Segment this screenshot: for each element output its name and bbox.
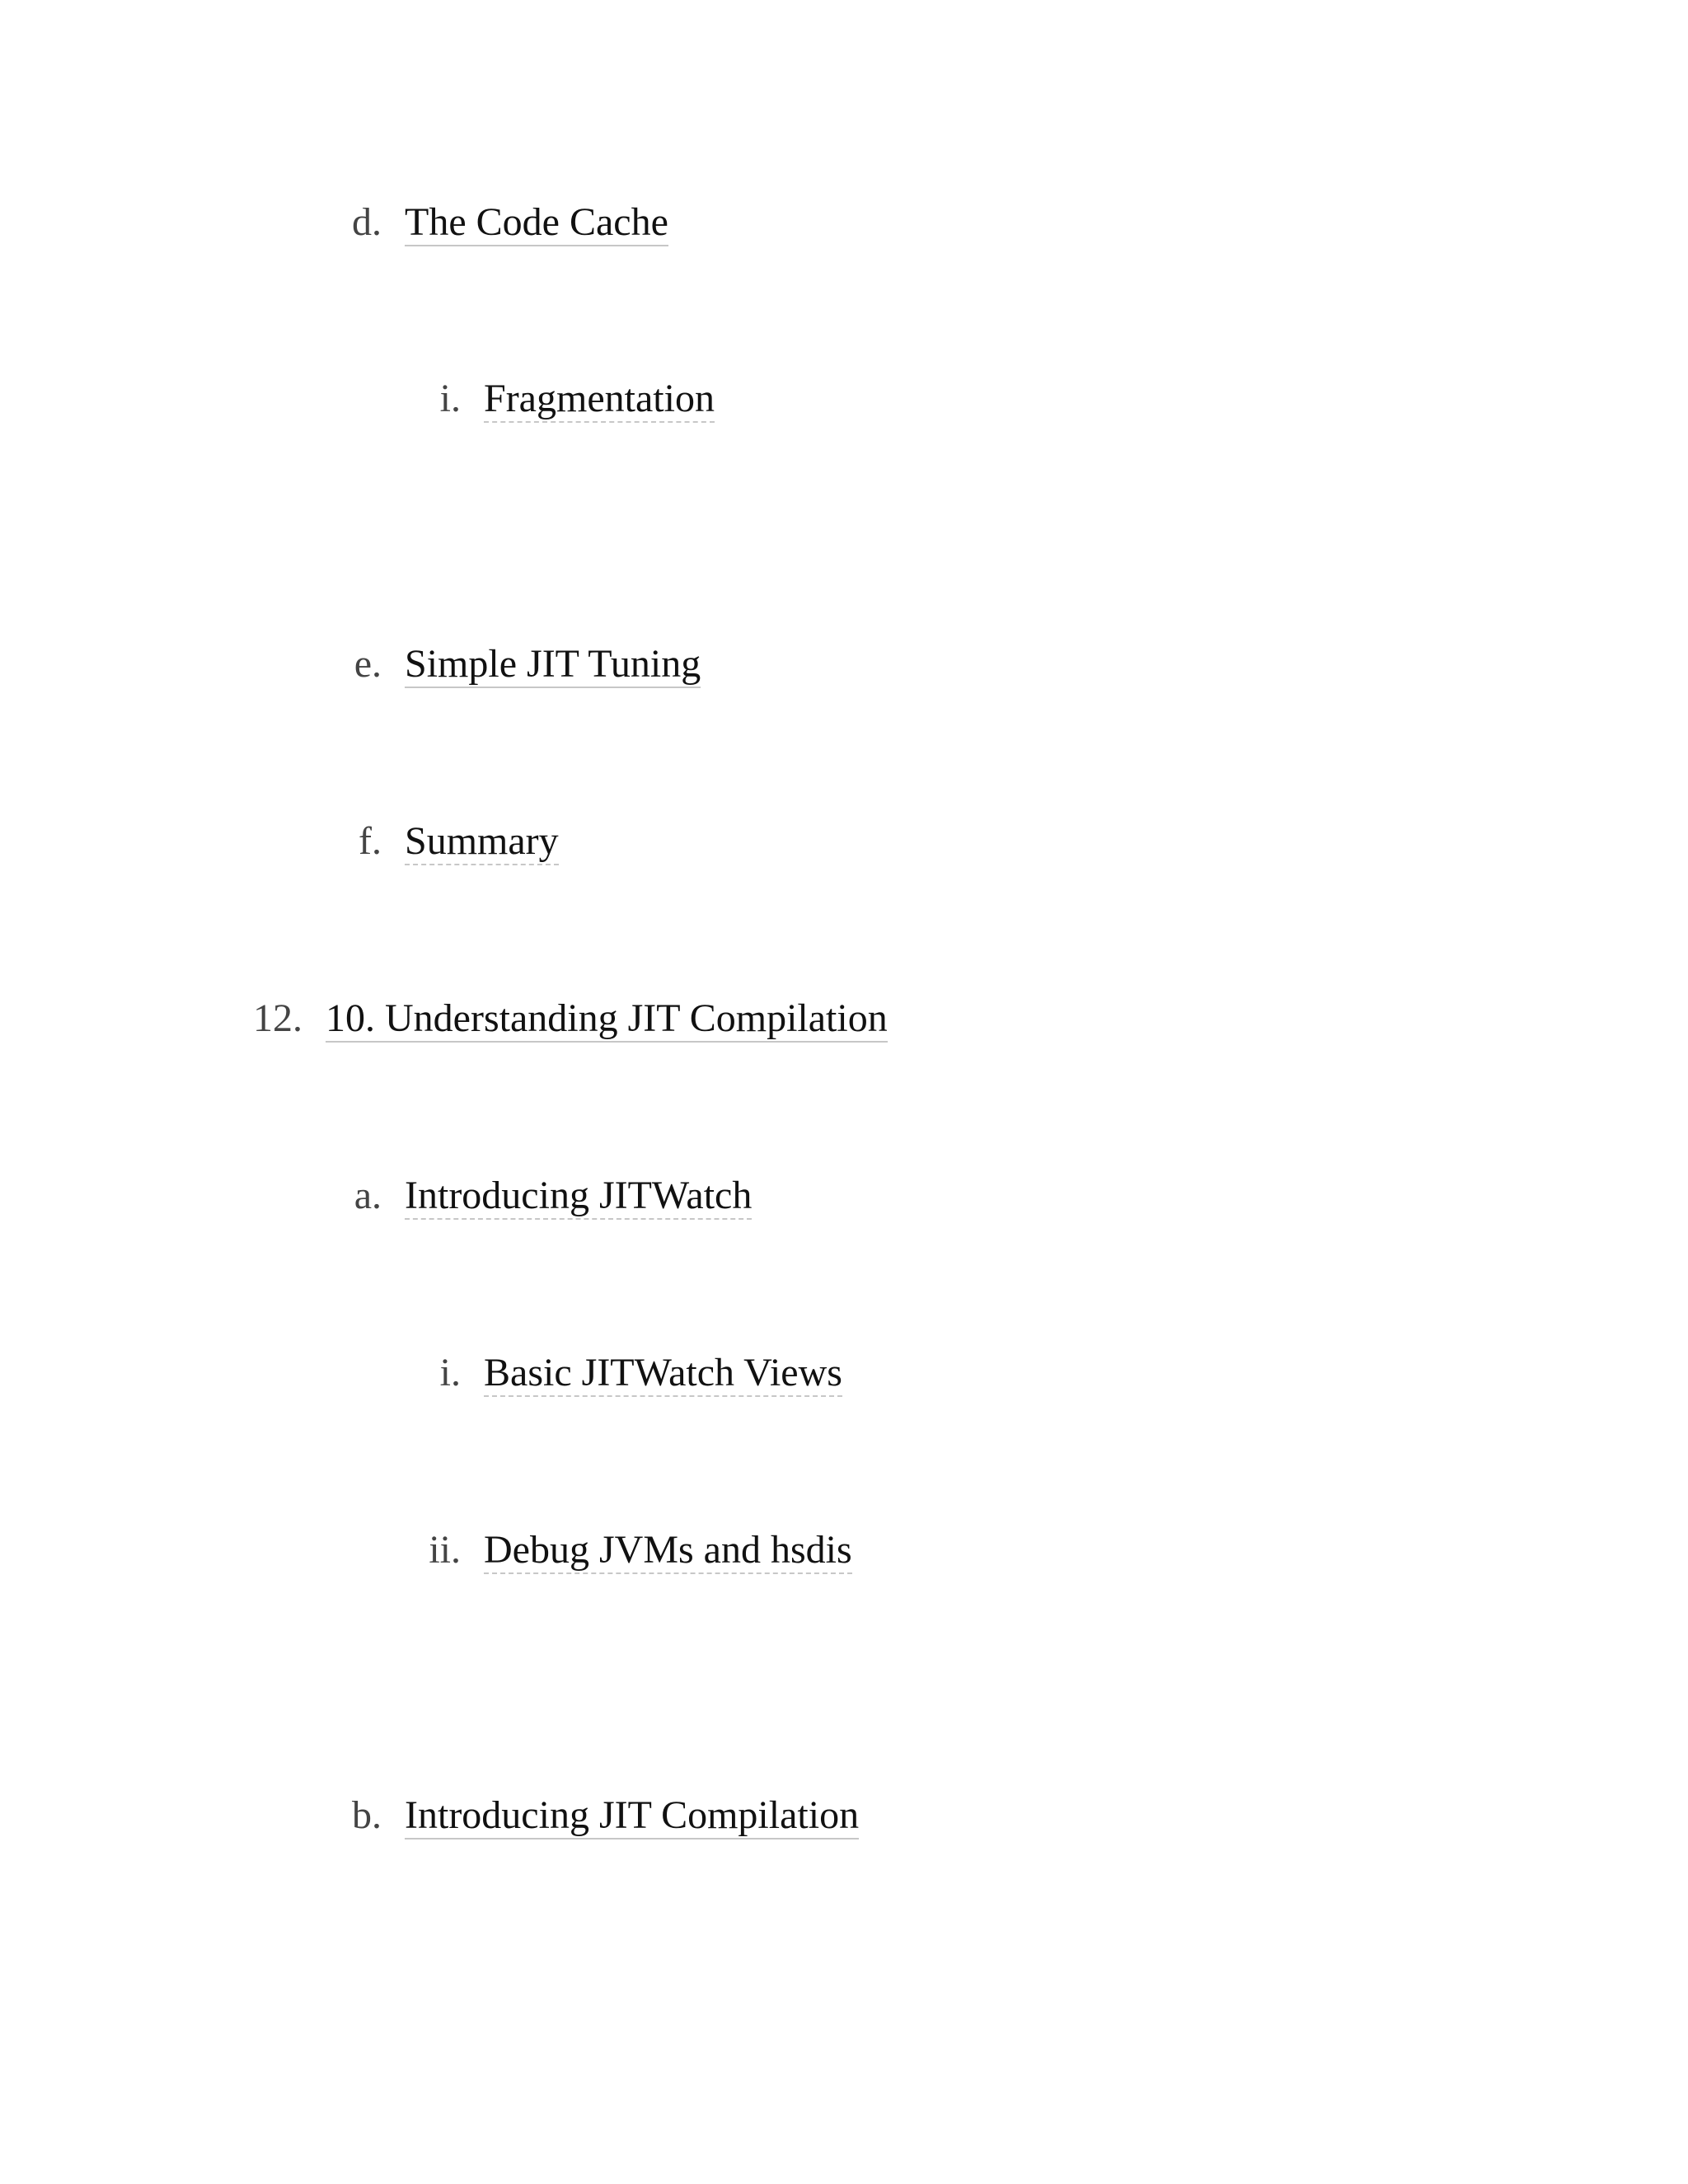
list-marker: b. (352, 1793, 382, 1837)
toc-entry-summary (359, 817, 559, 866)
toc-entry-basic-jitwatch-views (439, 1348, 842, 1398)
list-marker: d. (352, 200, 382, 244)
toc-entry-chapter-10 (253, 994, 888, 1043)
toc-entry-debug-jvms-hsdis (429, 1526, 852, 1575)
toc-link-chapter-10[interactable]: 10. Understanding JIT Compilation (326, 997, 888, 1043)
list-marker: 12. (253, 996, 302, 1040)
toc-link-simple-jit-tuning[interactable]: Simple JIT Tuning (405, 643, 701, 688)
toc-entry-fragmentation (439, 374, 715, 424)
toc-link-code-cache[interactable]: The Code Cache (405, 201, 668, 246)
toc-entry-simple-jit-tuning (354, 640, 701, 689)
list-marker: ii. (429, 1528, 461, 1572)
toc-link-introducing-jit-compilation[interactable]: Introducing JIT Compilation (405, 1794, 859, 1840)
toc-link-summary[interactable]: Summary (405, 820, 559, 865)
toc-entry-introducing-jit-compilation (352, 1791, 860, 1840)
list-marker: f. (359, 819, 382, 863)
toc-entry-introducing-jitwatch (354, 1171, 753, 1221)
toc-link-introducing-jitwatch[interactable]: Introducing JITWatch (405, 1174, 752, 1220)
list-marker: e. (354, 642, 382, 686)
toc-link-fragmentation[interactable]: Fragmentation (484, 377, 715, 423)
toc-entry-code-cache (352, 198, 668, 247)
toc-link-basic-jitwatch-views[interactable]: Basic JITWatch Views (484, 1352, 842, 1397)
toc-link-debug-jvms-hsdis[interactable]: Debug JVMs and hsdis (484, 1529, 852, 1574)
list-marker: i. (439, 377, 461, 420)
list-marker: i. (439, 1351, 461, 1394)
list-marker: a. (354, 1174, 382, 1217)
